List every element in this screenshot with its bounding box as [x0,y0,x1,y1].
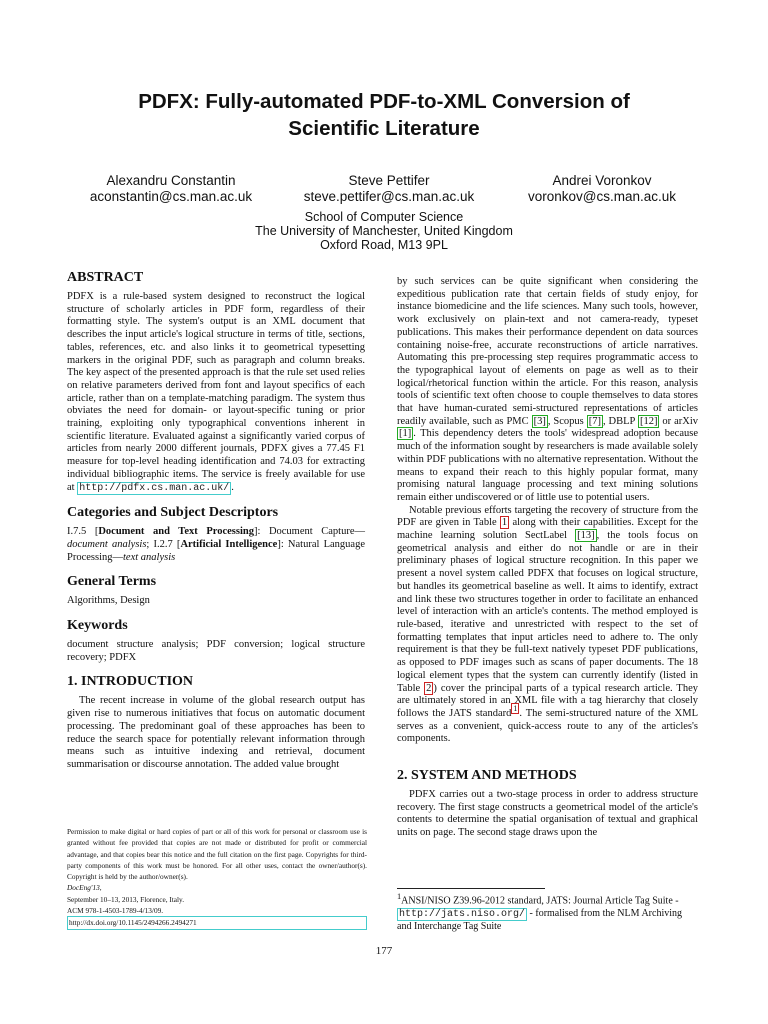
cat-code-1: I.7.5 [ [67,526,99,538]
general-terms-text: Algorithms, Design [67,595,150,607]
footnote-text-end: - formalised from the NLM Archiving and Interchange Tag Suite [397,907,682,933]
cat-rest-1: ]: Document Capture— [253,526,365,538]
general-terms-heading: General Terms [67,574,157,590]
text-run: . The semi-structured nature of the XML serves as a convenient, quick-access route to any of the articles's components. [397,707,698,745]
title-line-2: Scientific Literature [288,117,480,140]
author-3 [496,173,708,205]
citation-link-3[interactable]: [3] [533,415,546,427]
affiliation-address: Oxford Road, M13 9PL [320,238,448,252]
page-number: 177 [375,945,393,957]
author-email: steve.pettifer@cs.man.ac.uk [303,189,475,204]
conference-name: DocEng'13, [67,883,102,893]
footnote-mark: 1 [397,892,402,901]
system-methods-heading: 2. SYSTEM AND METHODS [397,768,577,784]
introduction-heading: 1. INTRODUCTION [67,674,194,690]
text-run: ) cover the principal parts of a typical research article. They are ultimately stored in an XML file with a tag hierarchy that closely follows the JATS standard [397,682,698,719]
title-line-1: PDFX: Fully-automated PDF-to-XML Conversion of [138,90,630,113]
right-column [397,276,698,840]
intro-paragraph-2 [397,505,698,746]
text-run: , DBLP [602,415,638,427]
abstract-body: PDFX is a rule-based system designed to reconstruct the logical structure of scholarly articles in PDF form, regardless of their formatting style. The system's output is an XML document that describes the input article's logical structure in terms of title, sections, tables, references, etc. and also links it to geometrical typesetting markers in the original PDF, such as paragraph and column breaks. The key aspect of the presented approach is that the rule set used relies on relative parameters derived from font and layout specifics of each article, rather than on a template-matching paradigm. The system thus obviates the need for domain- or layout-specific tuning or prior training, exploiting only typographical conventions inherent in scientific literature. Evaluated against a significantly varied corpus of articles from nearly 2000 different journals, PDFX gives a 77.45 F1 measure for top-level heading identification and 74.03 for extracting individual bibliographic items. The service is freely available for use at [67,291,365,493]
paper-title [0,88,768,142]
text-run: , the tools focus on geometrical analysis and either do not handle or are in their preliminary phases of logical structure recognition. In this paper we present a novel system called PDFX that focuses on logical structure, but handles its geometrical baseline as well. It aims to identify, extract and link these two structures together in order to facilitate an enhanced level of interaction with an article's contents. The method employed is rule-based, iterative and unrestricted with respect to the set of formatting templates that input articles need to adhere to. The only requirement is that they be full-text natively typeset PDF publications, as opposed to PDF images such as scans of paper documents. The 18 logical element types that the system can currently identify (listed in Table [397,530,698,694]
author-name: Alexandru Constantin [106,173,236,188]
doi-line [67,916,367,929]
affiliation-school: School of Computer Science [304,210,464,224]
citation-link-7[interactable]: [7] [588,415,601,427]
cat-sub-1: document analysis [67,538,147,550]
intro-paragraph-1 [397,276,698,505]
jats-url-link[interactable]: http://jats.niso.org/ [399,908,526,920]
citation-link-1[interactable]: [1] [399,428,412,440]
categories-heading: Categories and Subject Descriptors [67,505,279,521]
doi-link[interactable]: http://dx.doi.org/10.1145/2494266.2494271 [67,916,367,929]
left-column [67,270,365,772]
acm-isbn: ACM 978-1-4503-1789-4/13/09. [67,906,164,916]
cat-sub-2: text analysis [123,551,176,563]
author-email: voronkov@cs.man.ac.uk [527,189,676,204]
conference-details: September 10–13, 2013, Florence, Italy. [67,894,185,904]
footnote [397,891,698,934]
copyright-notice [67,826,367,930]
keywords-text: document structure analysis; PDF conversion; logical structure recovery; PDFX [67,639,365,663]
table-2-link[interactable]: 2 [426,682,432,694]
text-run: by such services can be quite significant when considering the expeditious publication rate that certain fields of study enjoy, for instance biomedicine and the life sciences. Many such tools, however, work exclusively on plain-text and not camera-ready, typeset publications. This makes their performance dependent on data sources containing noise-free, accurate reconstructions of article narratives. Automating this pre-processing step requires programmatic access to the typographical layout of elements on page as well as to their logical/rhetorical function within the article. For this reason, analysis tools of scientific text often choose to couple themselves to data stores that have human-curated semi-structured representations of articles readily available, such as PMC [397,276,698,427]
footnote-text: ANSI/NISO Z39.96-2012 standard, JATS: Journal Article Tag Suite - [401,895,679,907]
text-run: , Scopus [547,415,587,427]
cat-name-1: Document and Text Processing [98,526,254,538]
author-1 [60,173,282,205]
author-email: aconstantin@cs.man.ac.uk [89,189,253,204]
permission-text: Permission to make digital or hard copies of part or all of this work for personal or classroom use is granted without fee provided that copies are not made or distributed for profit or commercial advantage, and that copies bear this notice and the full citation on the first page. Copyrights for third-party components of this work must be honored. For all other uses, contact the owner/author(s). Copyright is held by the author/owner(s). [67,827,367,882]
system-methods-text: PDFX carries out a two-stage process in order to address structure recovery. The first stage constructs a geometrical model of the article's contents to determine the spatial organisation of textual and graphical units on page. The second stage draws upon the [397,789,698,839]
abstract-text [67,291,365,495]
affiliation-university: The University of Manchester, United Kingdom [255,224,513,238]
text-run: or arXiv [659,415,699,427]
service-url-link[interactable]: http://pdfx.cs.man.ac.uk/ [79,482,230,494]
author-name: Steve Pettifer [348,173,430,188]
text-run: along with their capabilities. Except for the machine learning solution SectLabel [397,517,698,542]
cat-rest-2: ]: Natural Language Processing— [67,538,365,563]
abstract-heading: ABSTRACT [67,270,144,285]
keywords-heading: Keywords [67,618,128,634]
author-2 [278,173,500,205]
cat-name-2: Artificial Intelligence [180,538,278,550]
citation-link-12[interactable]: [12] [639,415,658,427]
table-1-link[interactable]: 1 [501,517,508,529]
citation-link-13[interactable]: [13] [577,530,595,542]
footnote-rule [397,888,545,889]
text-run: Notable previous efforts targeting the recovery of structure from the PDF are given in Table [397,504,698,529]
text-run: . This dependency deters the tools' widespread adoption because much of the information sought by researchers is made available solely within PDF publications with no alternative representation. Without the means to expand their reach to this highly popular format, many promising natural language processing and text mining solutions remain either undiscovered or of little use to potential users. [397,428,698,503]
introduction-text: The recent increase in volume of the global research output has given rise to numerous initiatives that focus on automatic document processing. The predominant goal of these approaches has been to reduce the search space for potentially relevant information through means such as intuitive indexing and retrieval, document summarisation or discourse annotation. The added value brought [67,695,365,770]
cat-code-2: ; I.2.7 [ [146,538,181,550]
categories-text [67,526,365,564]
author-name: Andrei Voronkov [552,173,652,188]
footnote-1-link[interactable]: 1 [513,704,518,714]
affiliation [0,210,768,252]
abstract-end: . [231,481,234,493]
conference-line [67,882,367,905]
